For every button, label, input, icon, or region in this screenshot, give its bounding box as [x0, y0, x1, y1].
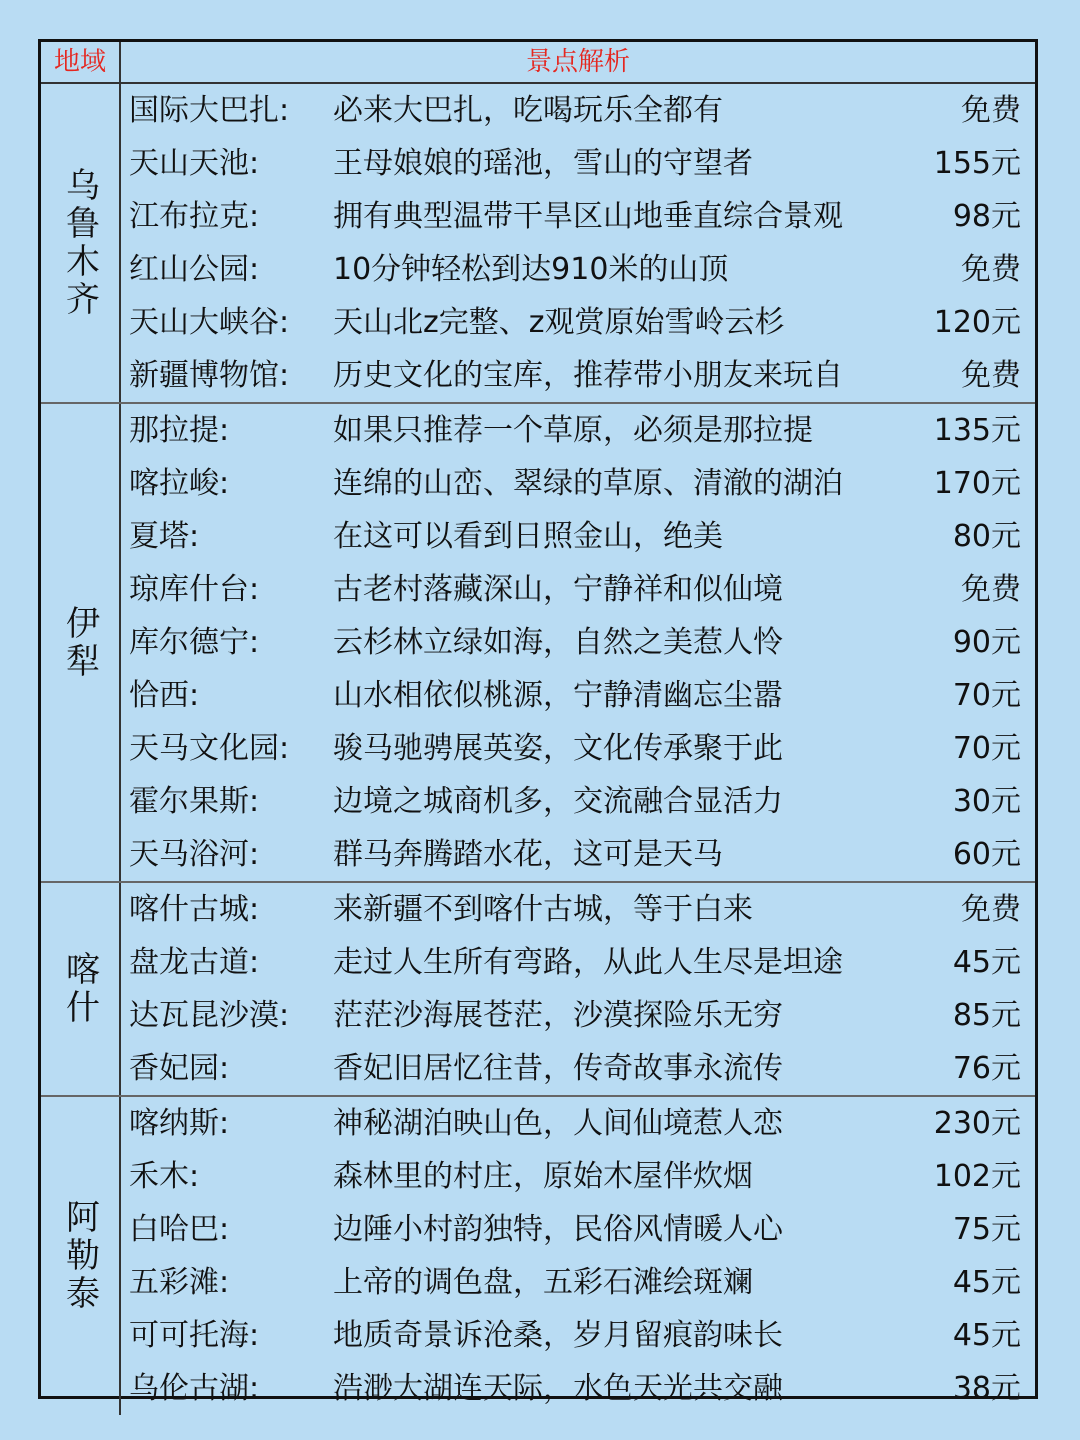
table-row [121, 1150, 1035, 1203]
region-cell [41, 404, 121, 881]
attraction-name: 香妃园: [129, 1051, 230, 1086]
attraction-price: 免费 [961, 572, 1021, 607]
table-row [121, 349, 1035, 402]
attraction-name: 红山公园: [129, 252, 260, 287]
attraction-description: 在这可以看到日照金山，绝美 [333, 519, 723, 554]
table-row [121, 296, 1035, 349]
attraction-price: 70元 [952, 731, 1021, 766]
attraction-name: 夏塔: [129, 519, 200, 554]
attraction-description: 连绵的山峦、翠绿的草原、清澈的湖泊 [333, 466, 843, 501]
region-group [41, 883, 1035, 1097]
table-row [121, 137, 1035, 190]
attraction-description: 古老村落藏深山，宁静祥和似仙境 [333, 572, 783, 607]
attraction-name: 天山天池: [129, 146, 260, 181]
attraction-price: 免费 [961, 892, 1021, 927]
attraction-description: 骏马驰骋展英姿，文化传承聚于此 [333, 731, 783, 766]
attraction-name: 恰西: [129, 678, 200, 713]
header-description: 景点解析 [525, 47, 630, 77]
attraction-description: 走过人生所有弯路，从此人生尽是坦途 [333, 945, 843, 980]
attraction-name: 可可托海: [129, 1318, 260, 1353]
attraction-name: 喀拉峻: [129, 466, 230, 501]
table-row [121, 1097, 1035, 1150]
attraction-description: 上帝的调色盘，五彩石滩绘斑斓 [333, 1265, 753, 1300]
table-row [121, 1042, 1035, 1095]
table-header [41, 42, 1035, 84]
attraction-price: 80元 [952, 519, 1021, 554]
region-cell [41, 883, 121, 1095]
table-row [121, 1256, 1035, 1309]
attraction-price: 免费 [961, 252, 1021, 287]
table-row [121, 936, 1035, 989]
attraction-price: 60元 [952, 837, 1021, 872]
table-row [121, 404, 1035, 457]
attraction-description: 边境之城商机多，交流融合显活力 [333, 784, 783, 819]
attraction-name: 达瓦昆沙漠: [129, 998, 290, 1033]
table-row [121, 243, 1035, 296]
attraction-name: 白哈巴: [129, 1212, 230, 1247]
table-row [121, 1362, 1035, 1415]
attraction-description: 拥有典型温带干旱区山地垂直综合景观 [333, 199, 843, 234]
attraction-name: 喀纳斯: [129, 1106, 230, 1141]
attraction-price: 75元 [952, 1212, 1021, 1247]
region-group [41, 1097, 1035, 1415]
table-row [121, 84, 1035, 137]
attraction-name: 江布拉克: [129, 199, 260, 234]
attraction-price: 120元 [933, 305, 1021, 340]
attractions-table [38, 39, 1038, 1406]
attraction-price: 免费 [961, 358, 1021, 393]
attraction-description: 茫茫沙海展苍茫，沙漠探险乐无穷 [333, 998, 783, 1033]
attraction-price: 70元 [952, 678, 1021, 713]
region-group [41, 404, 1035, 883]
attraction-price: 45元 [952, 1265, 1021, 1300]
region-name: 喀什 [59, 951, 100, 1027]
table-row [121, 989, 1035, 1042]
attraction-name: 五彩滩: [129, 1265, 230, 1300]
attraction-price: 170元 [933, 466, 1021, 501]
table-row [121, 775, 1035, 828]
table-row [121, 616, 1035, 669]
attraction-price: 45元 [952, 1318, 1021, 1353]
region-cell [41, 1097, 121, 1415]
attraction-description: 群马奔腾踏水花，这可是天马 [333, 837, 723, 872]
attraction-price: 76元 [952, 1051, 1021, 1086]
attraction-price: 230元 [933, 1106, 1021, 1141]
table-row [121, 457, 1035, 510]
attraction-name: 天山大峡谷: [129, 305, 290, 340]
table-row [121, 510, 1035, 563]
attraction-description: 如果只推荐一个草原，必须是那拉提 [333, 413, 813, 448]
attraction-name: 琼库什台: [129, 572, 260, 607]
table-row [121, 722, 1035, 775]
attraction-name: 禾木: [129, 1159, 200, 1194]
attraction-description: 香妃旧居忆往昔，传奇故事永流传 [333, 1051, 783, 1086]
attraction-name: 天马文化园: [129, 731, 290, 766]
attraction-price: 45元 [952, 945, 1021, 980]
attraction-name: 新疆博物馆: [129, 358, 290, 393]
attraction-price: 85元 [952, 998, 1021, 1033]
attraction-name: 盘龙古道: [129, 945, 260, 980]
attraction-name: 国际大巴扎: [129, 93, 290, 128]
region-group [41, 84, 1035, 404]
table-row [121, 1309, 1035, 1362]
region-name: 阿勒泰 [59, 1199, 100, 1313]
attraction-name: 乌伦古湖: [129, 1371, 260, 1406]
header-region: 地域 [41, 42, 121, 82]
attraction-description: 云杉林立绿如海，自然之美惹人怜 [333, 625, 783, 660]
attraction-name: 那拉提: [129, 413, 230, 448]
attraction-price: 免费 [961, 93, 1021, 128]
attraction-description: 浩渺大湖连天际，水色天光共交融 [333, 1371, 783, 1406]
table-row [121, 563, 1035, 616]
attraction-description: 边陲小村韵独特，民俗风情暖人心 [333, 1212, 783, 1247]
attraction-price: 135元 [933, 413, 1021, 448]
attraction-description: 山水相依似桃源，宁静清幽忘尘嚣 [333, 678, 783, 713]
table-row [121, 883, 1035, 936]
attraction-description: 历史文化的宝库，推荐带小朋友来玩自 [333, 358, 843, 393]
attraction-name: 霍尔果斯: [129, 784, 260, 819]
region-cell [41, 84, 121, 402]
table-row [121, 669, 1035, 722]
attraction-name: 喀什古城: [129, 892, 260, 927]
attraction-description: 必来大巴扎，吃喝玩乐全都有 [333, 93, 723, 128]
attraction-description: 王母娘娘的瑶池，雪山的守望者 [333, 146, 753, 181]
attraction-description: 地质奇景诉沧桑，岁月留痕韵味长 [333, 1318, 783, 1353]
attraction-price: 38元 [952, 1371, 1021, 1406]
attraction-price: 98元 [952, 199, 1021, 234]
attraction-description: 10分钟轻松到达910米的山顶 [333, 252, 729, 287]
region-name: 乌鲁木齐 [59, 167, 100, 319]
attraction-description: 神秘湖泊映山色，人间仙境惹人恋 [333, 1106, 783, 1141]
attraction-price: 155元 [933, 146, 1021, 181]
attraction-price: 102元 [933, 1159, 1021, 1194]
attraction-price: 90元 [952, 625, 1021, 660]
attraction-description: 天山北z完整、z观赏原始雪岭云杉 [333, 305, 785, 340]
table-row [121, 1203, 1035, 1256]
table-row [121, 190, 1035, 243]
attraction-name: 天马浴河: [129, 837, 260, 872]
attraction-price: 30元 [952, 784, 1021, 819]
attraction-name: 库尔德宁: [129, 625, 260, 660]
attraction-description: 来新疆不到喀什古城，等于白来 [333, 892, 753, 927]
attraction-description: 森林里的村庄，原始木屋伴炊烟 [333, 1159, 753, 1194]
table-row [121, 828, 1035, 881]
region-name: 伊犁 [59, 604, 100, 681]
